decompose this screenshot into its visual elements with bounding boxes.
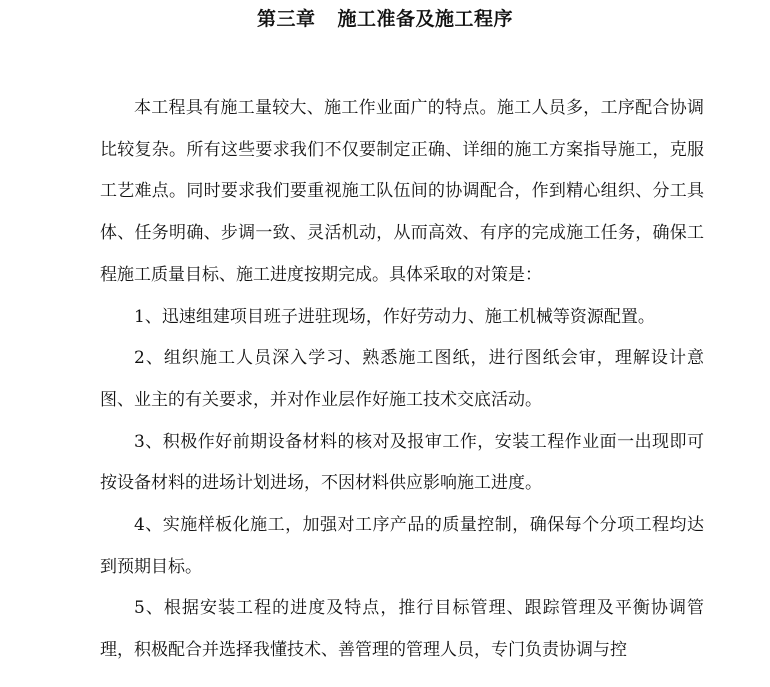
measure-item-3: 3、积极作好前期设备材料的核对及报审工作，安装工程作业面一出现即可按设备材料的进场计划进场，不因材料供应影响施工进度。 bbox=[100, 431, 704, 494]
chapter-number: 第三章 bbox=[256, 8, 316, 30]
document-body bbox=[100, 88, 704, 672]
intro-paragraph: 本工程具有施工量较大、施工作业面广的特点。施工人员多，工序配合协调比较复杂。所有这些要求我们不仅要制定正确、详细的施工方案指导施工，克服工艺难点。同时要求我们要重视施工队伍间的协调配合，作到精心组织、分工具体、任务明确、步调一致、灵活机动，从而高效、有序的完成施工任务，确保工程施工质量目标、施工进度按期完成。具体采取的对策是： bbox=[100, 98, 704, 285]
measure-item-2: 2、组织施工人员深入学习、熟悉施工图纸，进行图纸会审，理解设计意图、业主的有关要求，并对作业层作好施工技术交底活动。 bbox=[100, 348, 704, 410]
chapter-title: 施工准备及施工程序 bbox=[337, 8, 514, 30]
chapter-heading bbox=[0, 6, 770, 32]
measure-item-4: 4、实施样板化施工，加强对工序产品的质量控制，确保每个分项工程均达到预期目标。 bbox=[100, 515, 704, 577]
measure-item-1: 1、迅速组建项目班子进驻现场，作好劳动力、施工机械等资源配置。 bbox=[134, 306, 655, 327]
measure-item-5: 5、根据安装工程的进度及特点，推行目标管理、跟踪管理及平衡协调管理，积极配合并选择我懂技术、善管理的管理人员，专门负责协调与控 bbox=[100, 598, 704, 661]
